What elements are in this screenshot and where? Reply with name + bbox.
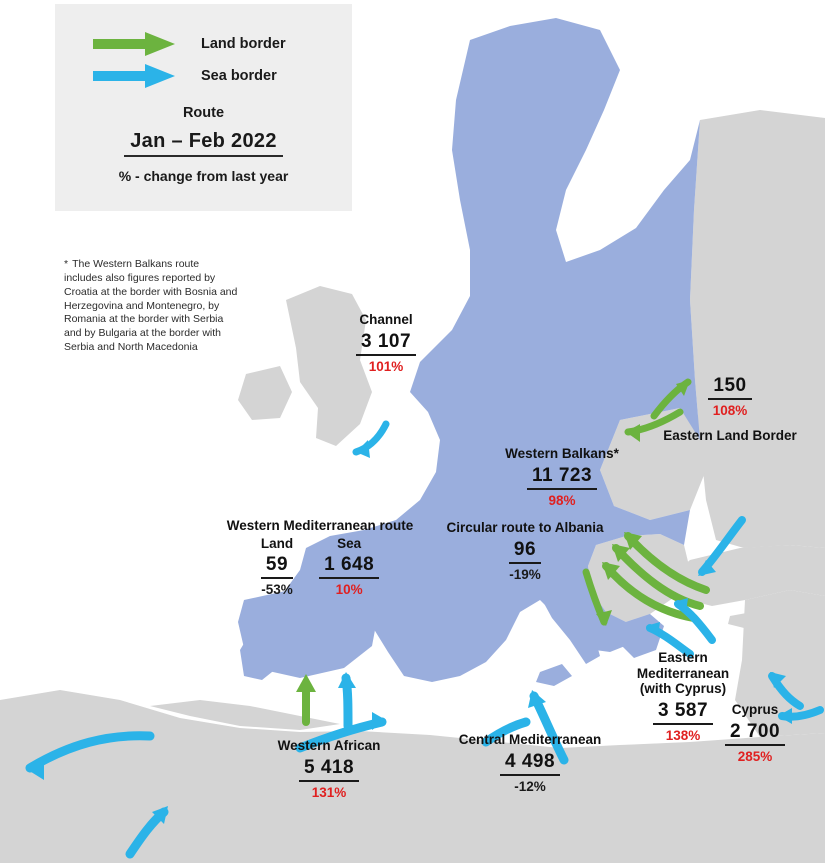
central-mediterranean-value: 4 498	[500, 750, 560, 776]
legend-change-note: % - change from last year	[118, 168, 289, 184]
legend-period	[55, 130, 352, 157]
western-mediterranean-sea-label: Sea	[337, 535, 362, 551]
western-mediterranean-land	[261, 536, 293, 597]
eastern-mediterranean-title-line1: Eastern	[658, 650, 708, 665]
eastern-europe-landmass	[690, 110, 825, 548]
footnote-text: The Western Balkans route includes also figures reported by Croatia at the border with Bosnia and Herzegovina and Montenegro, by Romania at the border with Serbia and by Bulgaria at the border with Serbia and North Macedonia	[64, 258, 238, 354]
legend-route-label: Route	[182, 105, 225, 121]
eastern-mediterranean-value: 3 587	[653, 699, 713, 725]
circular-route-albania-pct: -19%	[509, 566, 541, 582]
western-mediterranean-sea	[319, 536, 379, 597]
circular-route-albania-value: 96	[509, 538, 541, 564]
route-label-western-african	[256, 738, 402, 800]
legend-period-label: Jan – Feb 2022	[124, 130, 283, 157]
western-balkans-value: 11 723	[527, 464, 597, 490]
western-mediterranean-sea-pct: 10%	[335, 581, 363, 597]
legend-sea-border-row	[91, 62, 277, 90]
legend-box	[55, 4, 352, 211]
legend-land-border-label: Land border	[201, 36, 286, 52]
western-african-title: Western African	[277, 738, 381, 753]
eastern-mediterranean-title-line2: Mediterranean	[636, 665, 730, 681]
eastern-land-border-value: 150	[708, 374, 751, 400]
cyprus-value: 2 700	[725, 720, 785, 746]
route-label-eastern-land-border	[650, 372, 810, 444]
western-mediterranean-land-label: Land	[260, 535, 294, 551]
route-label-channel	[316, 312, 456, 374]
central-mediterranean-title: Central Mediterranean	[458, 732, 602, 747]
western-mediterranean-land-pct: -53%	[261, 581, 293, 597]
land-border-arrow-icon	[91, 30, 177, 58]
western-african-pct: 131%	[311, 784, 347, 800]
eastern-mediterranean-pct: 138%	[665, 727, 701, 743]
channel-title: Channel	[359, 312, 413, 327]
legend-sea-border-label: Sea border	[201, 68, 277, 84]
western-balkans-title: Western Balkans*	[505, 446, 619, 461]
central-mediterranean-pct: -12%	[514, 778, 546, 794]
footnote	[64, 258, 239, 355]
western-african-value: 5 418	[299, 756, 359, 782]
eastern-land-border-pct: 108%	[712, 403, 748, 418]
sea-border-arrow-icon	[91, 62, 177, 90]
route-label-western-mediterranean	[206, 518, 434, 597]
route-label-cyprus	[700, 702, 810, 764]
channel-value: 3 107	[356, 330, 416, 356]
western-mediterranean-title: Western Mediterranean route	[226, 518, 414, 533]
route-label-circular-route-albania	[434, 520, 616, 582]
cyprus-pct: 285%	[737, 748, 773, 764]
footnote-marker: *	[64, 258, 69, 270]
eastern-mediterranean-title-line3: (with Cyprus)	[639, 681, 727, 697]
circular-route-albania-title: Circular route to Albania	[446, 520, 604, 535]
eastern-land-border-title: Eastern Land Border	[663, 428, 797, 443]
western-mediterranean-land-value: 59	[261, 553, 293, 579]
channel-pct: 101%	[368, 358, 404, 374]
western-mediterranean-sea-value: 1 648	[319, 553, 379, 579]
route-label-western-balkans	[482, 446, 642, 508]
legend-land-border-row	[91, 30, 286, 58]
cyprus-title: Cyprus	[731, 702, 779, 717]
route-label-central-mediterranean	[455, 732, 605, 794]
western-balkans-pct: 98%	[548, 492, 576, 508]
